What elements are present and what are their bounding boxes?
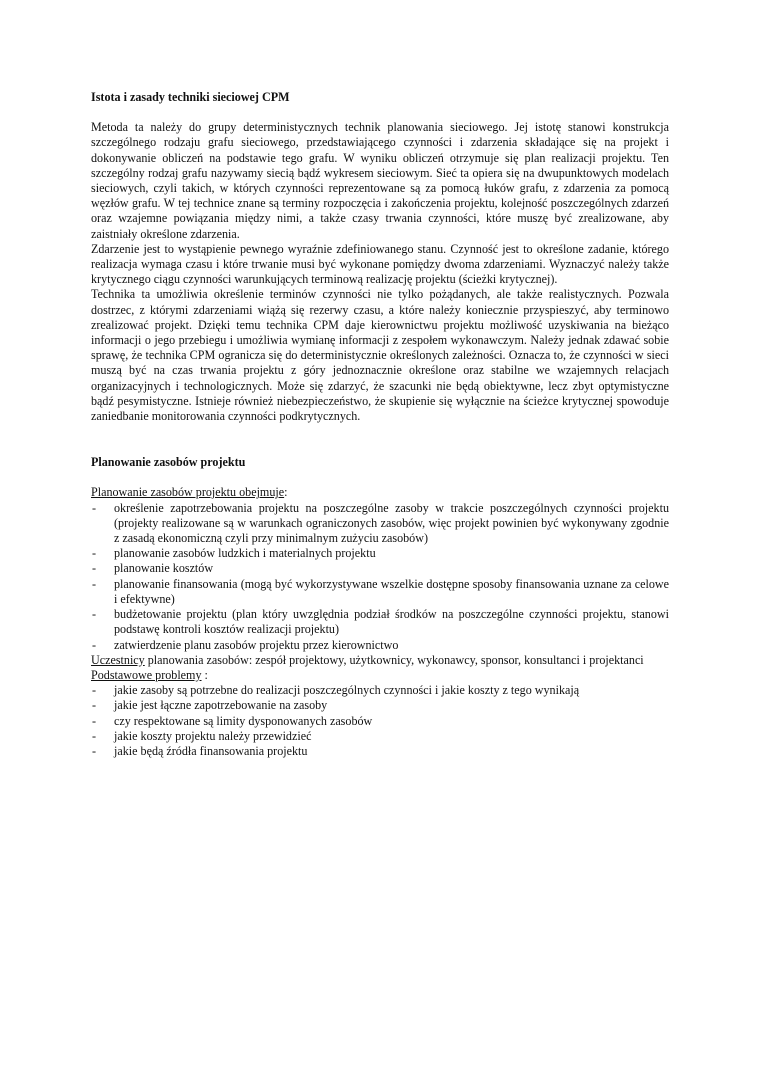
list-item: - jakie jest łączne zapotrzebowanie na zasoby bbox=[91, 698, 669, 713]
problems-list bbox=[91, 683, 669, 759]
section-title-resources: Planowanie zasobów projektu bbox=[91, 455, 246, 470]
problems-label: Podstawowe problemy bbox=[91, 667, 202, 682]
paragraph-cpm-benefits: Technika ta umożliwia określenie terminów czynności nie tylko pożądanych, ale także realistycznych. Pozwala dostrzec, z którymi zdarzeniami wiążą się rezerwy czasu, a które należy koniecznie przyspieszyć, aby terminowo zrealizować projekt. Dzięki temu technika CPM daje kierownictwu projektu możliwość uzyskiwania na bieżąco informacji o jego przebiegu i umożliwia wymianę informacji z zespołem wykonawczym. Należy jednak zdawać sobie sprawę, że technika CPM ogranicza się do deterministycznie określonych zależności. Oznacza to, że czynności w sieci muszą być na czas trwania projektu z góry jednoznacznie określone oraz stabilne we wzajemnych relacjach organizacyjnych i technologicznych. Może się zdarzyć, że szacunki nie będą obiektywne, lecz zbyt optymistyczne bądź pesymistyczne. Istnieje również niebezpieczeństwo, że skupienie się wyłącznie na ścieżce krytycznej spowoduje zaniedbanie monitorowania czynności podkrytycznych. bbox=[91, 287, 669, 424]
list-item: - określenie zapotrzebowania projektu na poszczególne zasoby w trakcie poszczególnych czynności projektu (projekty realizowane są w warunkach ograniczonych zasobów, więc projekt powinien być wykonywany zgodnie z zasadą ekonomiczną czyli przy minimalnym zużyciu zasobów) bbox=[91, 501, 669, 547]
list-item: - czy respektowane są limity dysponowanych zasobów bbox=[91, 714, 669, 729]
list-item: - planowanie zasobów ludzkich i materialnych projektu bbox=[91, 546, 669, 561]
list-item: - planowanie kosztów bbox=[91, 561, 669, 576]
participants-label: Uczestnicy bbox=[91, 652, 145, 667]
resources-intro-label: Planowanie zasobów projektu obejmuje bbox=[91, 485, 285, 500]
document-page bbox=[91, 90, 669, 759]
resources-list bbox=[91, 501, 669, 653]
paragraph-cpm-definition: Metoda ta należy do grupy deterministycznych technik planowania sieciowego. Jej istotę stanowi konstrukcja szczególnego rodzaju grafu sieciowego, przedstawiającego czynności i zdarzenia składające się na projekt i dokonywanie obliczeń na podstawie tego grafu. W wyniku obliczeń otrzymuje się plan realizacji projektu. Ten szczególny rodzaj grafu nazywamy siecią bądź wykresem sieciowym. Sieć ta opiera się na dwupunktowych modelach sieciowych, czyli takich, w których czynności reprezentowane są za pomocą łuków grafu, z zdarzenia za pomocą węzłów grafu. W tej technice znane są terminy rozpoczęcia i zakończenia projektu, kolejność poszczególnych zdarzeń oraz wzajemne powiązania między nimi, a także czasy trwania czynności, które muszę być zrealizowane, aby zaistniały określone zdarzenia. bbox=[91, 120, 669, 241]
participants-line bbox=[91, 653, 669, 668]
list-item: - jakie koszty projektu należy przewidzieć bbox=[91, 729, 669, 744]
problems-intro bbox=[91, 668, 669, 683]
list-item: - zatwierdzenie planu zasobów projektu przez kierownictwo bbox=[91, 638, 669, 653]
resources-intro-suffix: : bbox=[284, 485, 288, 500]
participants-text: planowania zasobów: zespół projektowy, użytkownicy, wykonawcy, sponsor, konsultanci i projektanci bbox=[144, 652, 644, 667]
resources-intro bbox=[91, 485, 669, 500]
problems-suffix: : bbox=[201, 667, 208, 682]
list-item: - budżetowanie projektu (plan który uwzględnia podział środków na poszczególne czynności projektu, stanowi podstawę kontroli kosztów realizacji projektu) bbox=[91, 607, 669, 637]
list-item: - planowanie finansowania (mogą być wykorzystywane wszelkie dostępne sposoby finansowania uznane za celowe i efektywne) bbox=[91, 577, 669, 607]
paragraph-event-definition: Zdarzenie jest to wystąpienie pewnego wyraźnie zdefiniowanego stanu. Czynność jest to określone zadanie, którego realizacja wymaga czasu i które trwanie musi być wykonane pomiędzy dwoma zdarzeniami. Wyznaczyć należy także krytycznego ciągu czynności warunkujących terminową realizację projektu (ścieżki krytycznej). bbox=[91, 241, 669, 287]
section-title-cpm: Istota i zasady techniki sieciowej CPM bbox=[91, 90, 290, 104]
list-item: - jakie zasoby są potrzebne do realizacji poszczególnych czynności i jakie koszty z tego wynikają bbox=[91, 683, 669, 698]
list-item: - jakie będą źródła finansowania projektu bbox=[91, 744, 669, 759]
